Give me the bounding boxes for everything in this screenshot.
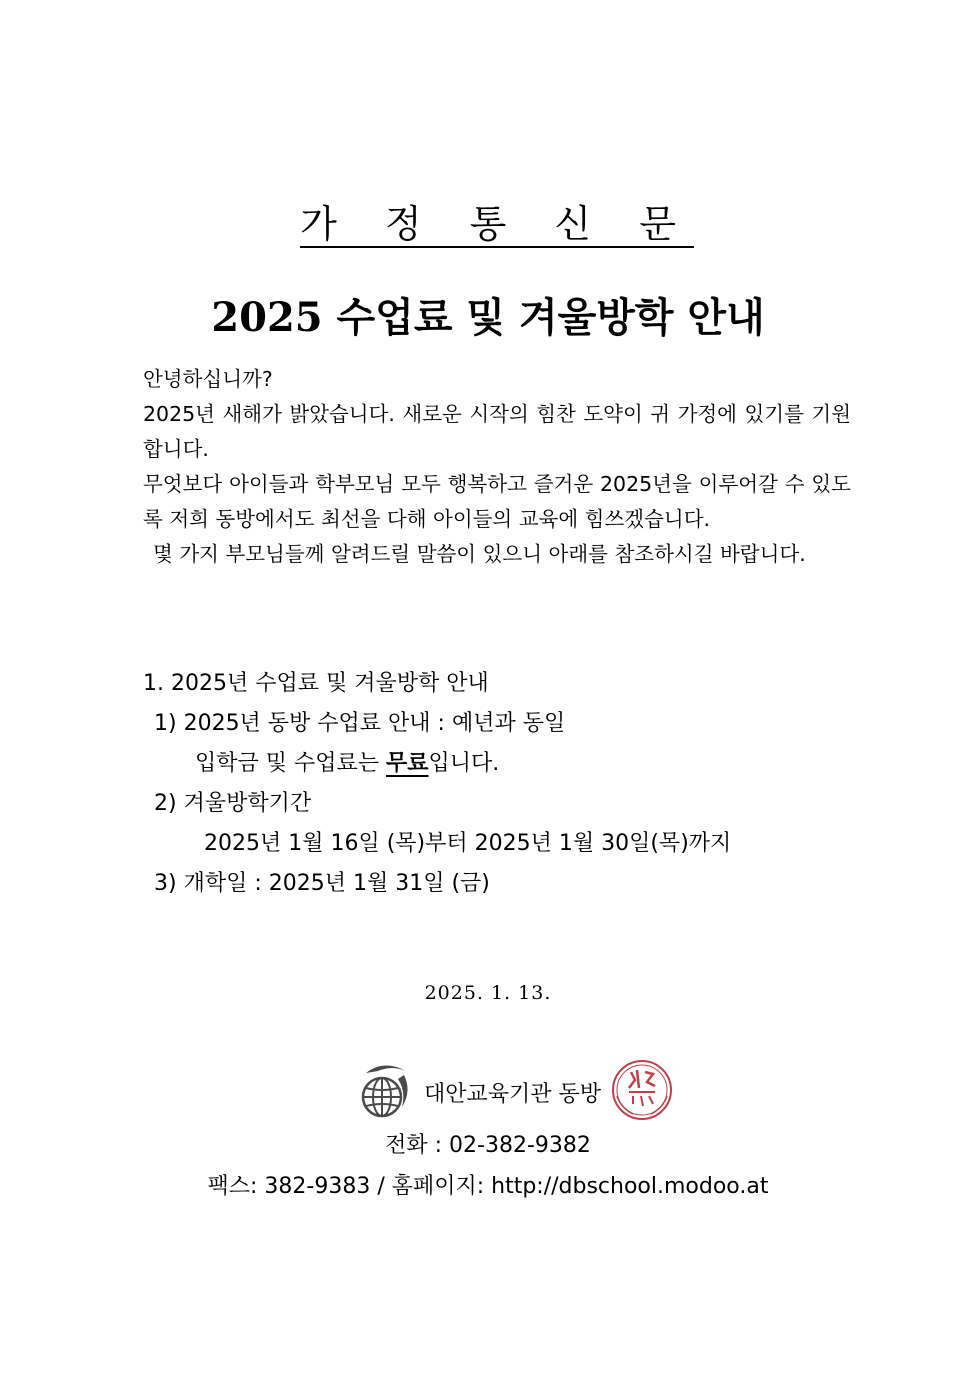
document-type — [0, 200, 976, 248]
page-title: 2025 수업료 및 겨울방학 안내 — [211, 294, 765, 341]
list-item-vacation: 2) 겨울방학기간 — [154, 791, 312, 816]
phone-number: 전화 : 02-382-9382 — [385, 1133, 591, 1158]
intro-text — [143, 362, 851, 572]
section-heading: 1. 2025년 수업료 및 겨울방학 안내 — [143, 671, 489, 696]
list-item-tuition: 1) 2025년 동방 수업료 안내 : 예년과 동일 — [154, 711, 566, 736]
document-date: 2025. 1. 13. — [424, 982, 552, 1004]
intro-paragraph-1: 2025년 새해가 밝았습니다. 새로운 시작의 힘찬 도약이 귀 가정에 있기를 기원합니다. — [143, 402, 851, 461]
document-type-label: 가 정 통 신 문 — [300, 202, 694, 246]
organization-signature — [358, 1060, 677, 1124]
list-item-school-start: 3) 개학일 : 2025년 1월 31일 (금) — [154, 871, 490, 896]
intro-paragraph-2: 무엇보다 아이들과 학부모님 모두 행복하고 즐거운 2025년을 이루어갈 수 있도록 저희 동방에서도 최선을 다해 아이들의 교육에 힘쓰겠습니다. — [143, 472, 851, 531]
list-item-tuition-detail — [195, 744, 499, 784]
globe-logo-icon — [358, 1061, 410, 1123]
fax-and-homepage: 팩스: 382-9383 / 홈페이지: http://dbschool.modoo.at — [207, 1174, 769, 1199]
intro-paragraph-3: 몇 가지 부모님들께 알려드릴 말씀이 있으니 아래를 참조하시길 바랍니다. — [153, 542, 806, 566]
official-seal-icon — [607, 1058, 677, 1126]
tuition-detail-suffix: 입니다. — [428, 751, 500, 776]
organization-name: 대안교육기관 동방 — [424, 1081, 602, 1107]
free-emphasis: 무료 — [386, 751, 429, 776]
greeting: 안녕하십니까? — [143, 367, 273, 391]
list-item-vacation-detail: 2025년 1월 16일 (목)부터 2025년 1월 30일(목)까지 — [204, 831, 732, 856]
tuition-detail-prefix: 입학금 및 수업료는 — [195, 751, 386, 776]
